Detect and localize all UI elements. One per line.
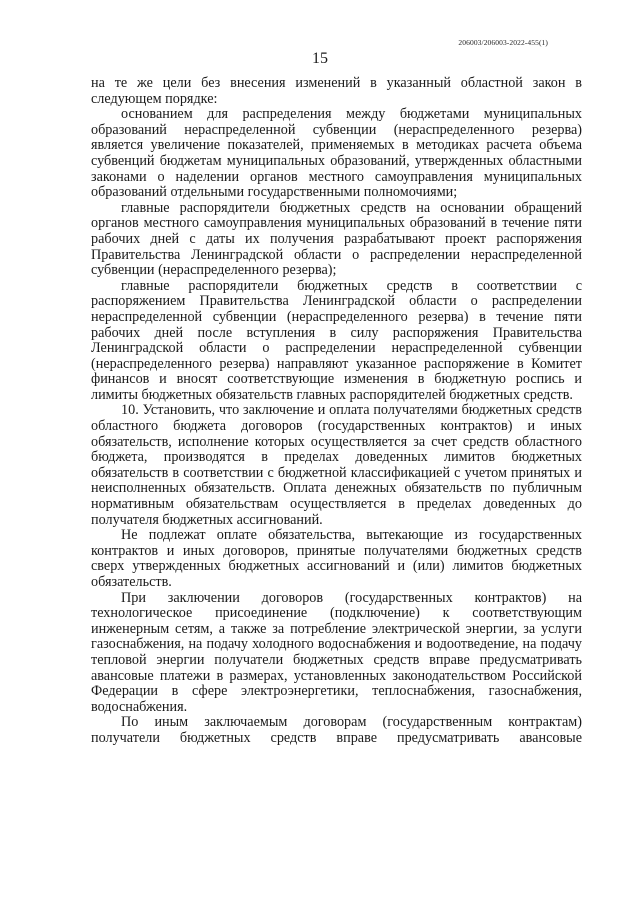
document-id: 206003/206003-2022-455(1) xyxy=(458,38,548,47)
paragraph-item-10: 10. Установить, что заключение и оплата получателями бюджетных средств областного бюджета договоров (государственных контрактов) и иных обязательств, исполнение которых осуществляется за счет средств областного бюджета, производятся в пределах доведенных лимитов бюджетных обязательств в соответствии с бюджетной классификацией с учетом принятых и неисполненных обязательств. Оплата денежных обязательств по публичным нормативным обязательствам осуществляется в пределах доведенных до получателя бюджетных ассигнований. xyxy=(91,402,582,528)
paragraph-main-managers-draft: главные распорядители бюджетных средств на основании обращений органов местного самоуправления муниципальных образований в течение пяти рабочих дней с даты их получения разрабатывают проект распоряжения Правительства Ленинградской области о распределении нераспределенной субвенции (нераспределенного резерва); xyxy=(91,199,582,279)
paragraph-not-subject-to-payment: Не подлежат оплате обязательства, вытекающие из государственных контрактов и иных договоров, принятые получателями бюджетных средств сверх утвержденных бюджетных ассигнований и (или) лимитов бюджетных обязательств. xyxy=(91,527,582,590)
page-number: 15 xyxy=(312,50,328,67)
paragraph-main-managers-changes: главные распорядители бюджетных средств в соответствии с распоряжением Правительства Ленинградской области о распределении нераспределенной субвенции (нераспределенного резерва) в течение пяти рабочих дней после вступления в силу распоряжения Правительства Ленинградской области о распределении нераспределенной субвенции (нераспределенного резерва) направляют указанное распоряжение в Комитет финансов и вносят соответствующие изменения в бюджетную роспись и лимиты бюджетных обязательств главных распорядителей бюджетных средств. xyxy=(91,277,582,403)
paragraph-basis-for-distribution: основанием для распределения между бюджетами муниципальных образований нераспределенной субвенции (нераспределенного резерва) является увеличение показателей, применяемых в методиках расчета объема субвенций бюджетам муниципальных образований, утвержденных областными законами о наделении органов местного самоуправления муниципальных образований отдельными государственными полномочиями; xyxy=(91,106,582,201)
paragraph-other-contracts: По иным заключаемым договорам (государственным контрактам) получатели бюджетных средств вправе предусматривать авансовые xyxy=(91,714,582,746)
document-body xyxy=(91,76,582,747)
paragraph-advance-payments-utilities: При заключении договоров (государственных контрактов) на технологическое присоединение (подключение) к соответствующим инженерным сетям, а также за потребление электрической энергии, за услуги газоснабжения, на подачу холодного водоснабжения и водоотведение, на подачу тепловой энергии получатели бюджетных средств вправе предусматривать авансовые платежи в размерах, установленных законодательством Российской Федерации в сфере электроэнергетики, теплоснабжения, газоснабжения, водоснабжения. xyxy=(91,589,582,715)
paragraph-continuation: на те же цели без внесения изменений в указанный областной закон в следующем порядке: xyxy=(91,75,582,107)
